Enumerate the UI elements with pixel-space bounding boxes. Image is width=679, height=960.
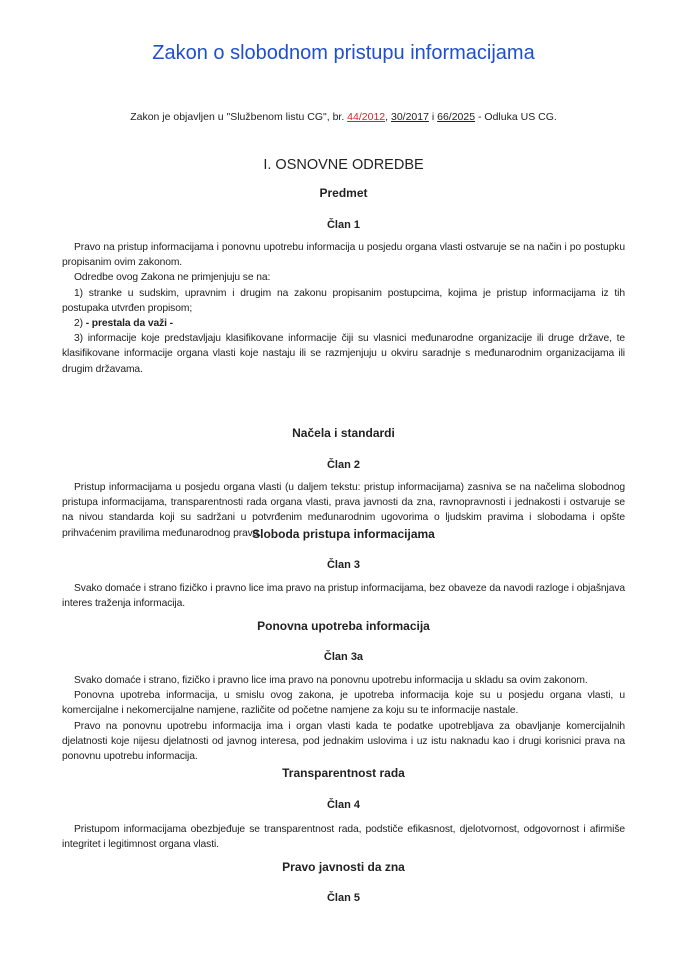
gazette-link-30-2017[interactable]: 30/2017 <box>390 111 429 123</box>
paragraph <box>62 316 625 331</box>
paragraph: 3) informacije koje predstavljaju klasifikovane informacije čiji su vlasnici međunarodne organizacije ili druge države, te klasifikovane informacije organa vlasti koje nastaju ili se razmjenjuju u okviru saradnje s međunarodnim organizacijama ili drugim državama. <box>62 333 625 375</box>
paragraph: 1) stranke u sudskim, upravnim i drugim na zakonu propisanim postupcima, kojima je pristup informacijama iz tih postupaka utvrđen propisom; <box>62 287 625 314</box>
article-3: Član 3 <box>326 559 360 571</box>
article-1: Član 1 <box>326 219 360 231</box>
article-5: Član 5 <box>326 892 360 904</box>
article-4-body <box>62 822 625 852</box>
article-3-body <box>62 581 625 611</box>
sep: , <box>385 111 391 123</box>
paragraph: Svako domaće i strano, fizičko i pravno lice ima pravo na ponovnu upotrebu informacija u skladu sa ovim zakonom. <box>74 675 588 686</box>
paragraph: Pristup informacijama u posjedu organa vlasti (u daljem tekstu: pristup informacijama) zasniva se na načelima slobodnog pristupa informacijama, transparentnosti rada organa vlasti, prava javnosti da zna, ravnopravnosti i jednakosti i ostvaruje se na nivou standarda koji su sadržani u potvrđenim međunarodnim ugovorima o ljudskim pravima i slobodama i opšte prihvaćenim pravilima međunarodnog prava. <box>62 482 625 539</box>
sep: i <box>428 111 438 123</box>
paragraph: Pravo na ponovnu upotrebu informacija ima i organ vlasti kada te podatke upotrebljava za obavljanje komercijalnih djelatnosti koje nijesu djelatnosti od javnog interesa, pod jednakim uslovima i uz istu naknadu kao i drugi korisnici prava na ponovnu upotrebu informacija. <box>62 720 625 763</box>
publication-note <box>62 111 625 123</box>
repealed-note: - prestala da važi - <box>85 318 173 330</box>
section-title: I. OSNOVNE ODREDBE <box>263 157 424 173</box>
gazette-link-66-2025[interactable]: 66/2025 <box>437 111 476 123</box>
document-title: Zakon o slobodnom pristupu informacijama <box>152 42 535 64</box>
heading-predmet: Predmet <box>319 186 368 200</box>
article-3a-body <box>62 673 625 764</box>
heading-transparentnost: Transparentnost rada <box>282 766 405 780</box>
gazette-link-44-2012[interactable]: 44/2012 <box>347 111 386 123</box>
article-1-body <box>62 240 625 377</box>
heading-nacela: Načela i standardi <box>292 426 395 440</box>
paragraph: Odredbe ovog Zakona ne primjenjuju se na: <box>74 272 271 284</box>
paragraph: Svako domaće i strano fizičko i pravno lice ima pravo na pristup informacijama, bez obaveze da navodi razloge i objašnjava interes traženja informacija. <box>62 583 625 610</box>
paragraph: Pristupom informacijama obezbjeđuje se transparentnost rada, podstiče efikasnost, djelotvornost, odgovornost i afirmiše integritet i legitimnost organa vlasti. <box>62 824 625 851</box>
publication-prefix: Zakon je objavljen u "Službenom listu CG", br. <box>130 111 348 123</box>
article-4: Član 4 <box>326 799 360 811</box>
heading-pravo-javnosti: Pravo javnosti da zna <box>282 860 405 874</box>
paragraph: Ponovna upotreba informacija, u smislu ovog zakona, je upotreba informacija koje su u posjedu organa vlasti, u komercijalne i nekomercijalne namjene, različite od početne namjene za koju su te informacije nastale. <box>62 690 625 717</box>
item-number: 2) <box>74 318 86 330</box>
publication-suffix: - Odluka US CG. <box>475 111 557 123</box>
heading-ponovna: Ponovna upotreba informacija <box>257 619 430 633</box>
heading-sloboda: Sloboda pristupa informacijama <box>252 527 435 541</box>
article-3a: Član 3a <box>323 651 364 663</box>
paragraph: Pravo na pristup informacijama i ponovnu upotrebu informacija u posjedu organa vlasti ostvaruje se na način i po postupku propisanim ovim zakonom. <box>62 242 625 269</box>
article-2: Član 2 <box>326 459 360 471</box>
